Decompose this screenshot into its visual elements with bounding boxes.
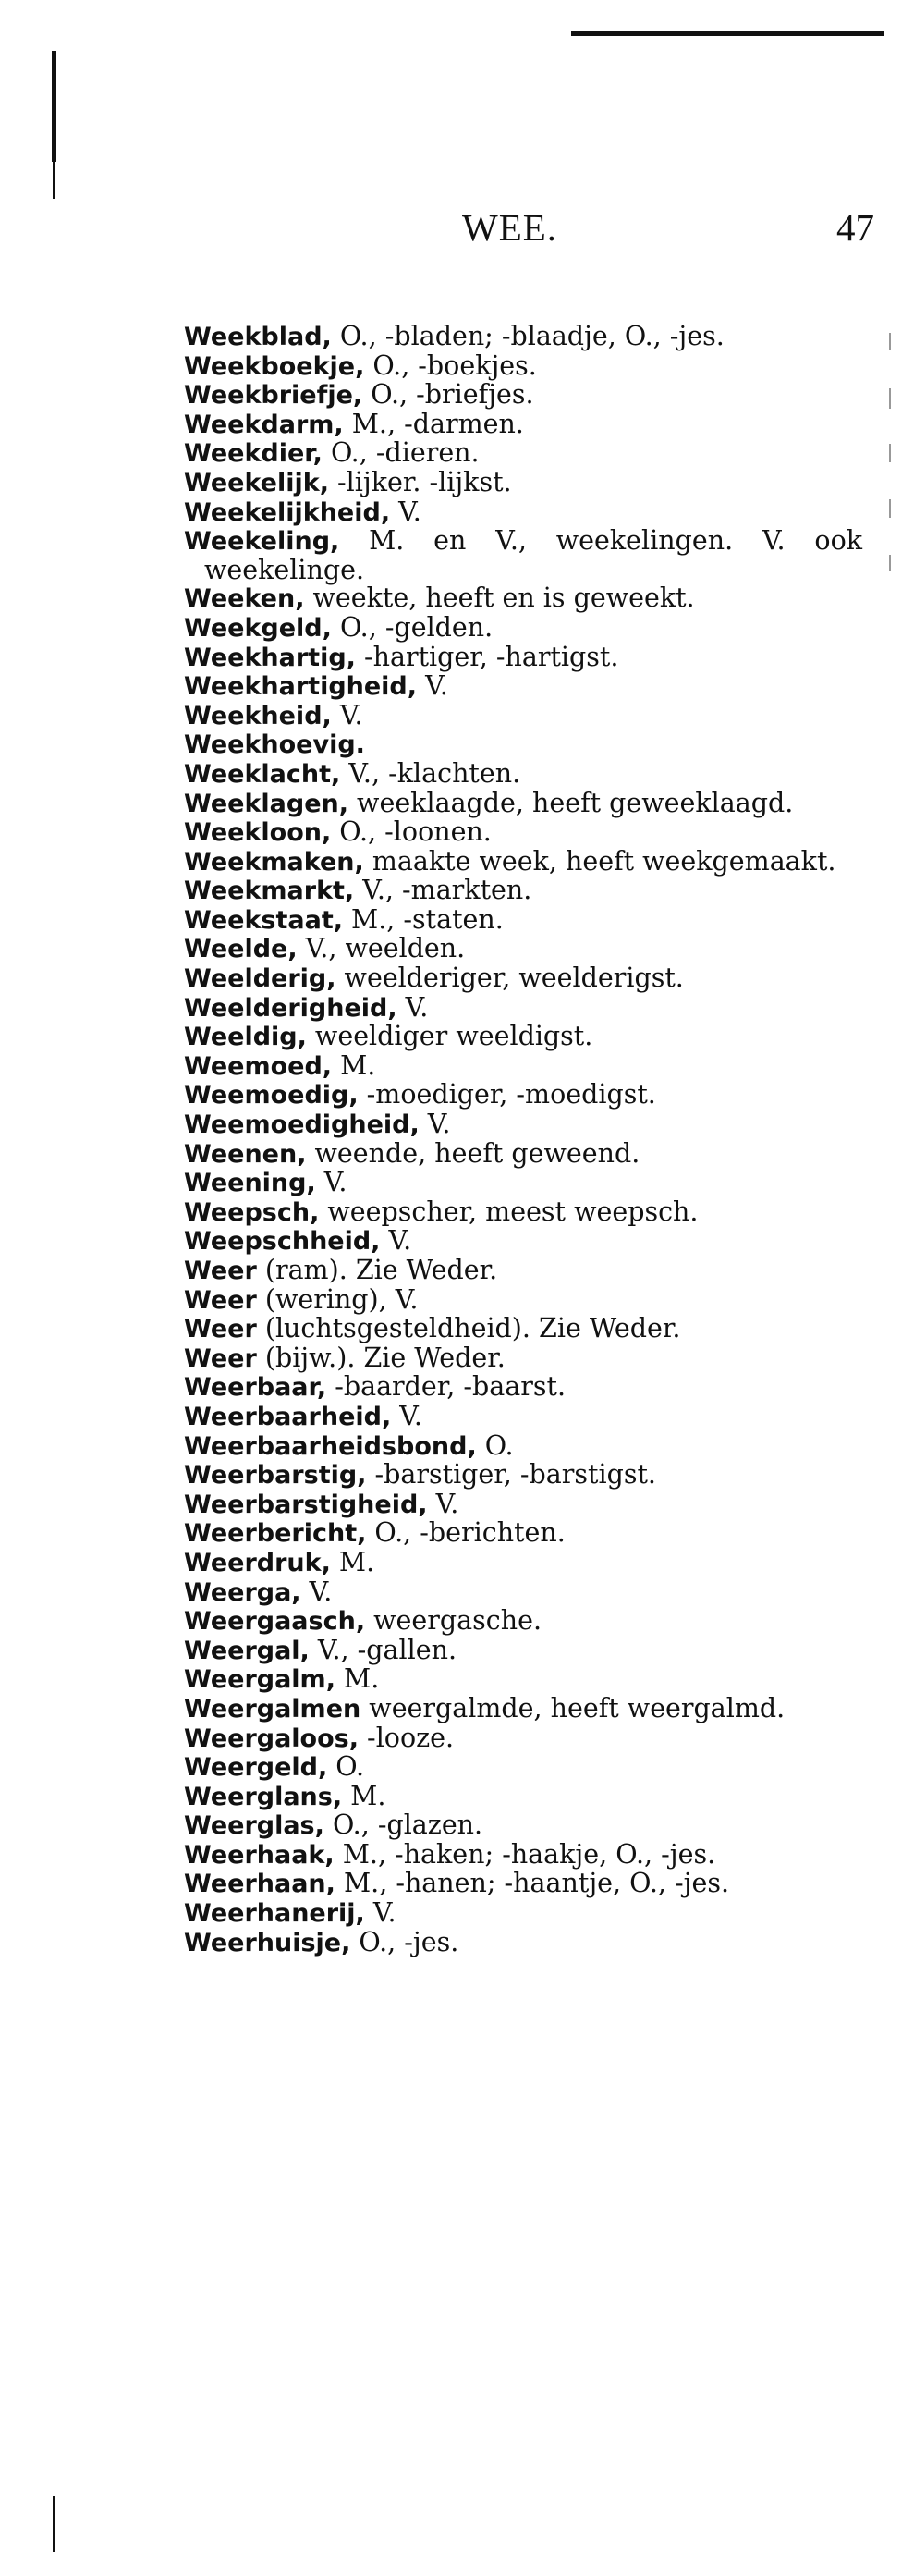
entry-annotation: V. <box>300 1576 333 1607</box>
entry-headword: Weerhaan, <box>184 1870 335 1899</box>
dictionary-entry <box>184 787 862 819</box>
entry-annotation: weepscher, meest weepsch. <box>319 1196 699 1227</box>
dictionary-entry <box>184 1490 862 1520</box>
entry-annotation: V., weelden. <box>297 933 466 964</box>
entry-headword: Weeklacht, <box>184 759 341 789</box>
entry-annotation: (luchtsgesteldheid). Zie Weder. <box>256 1313 681 1344</box>
entry-headword: Weerbericht, <box>184 1519 367 1549</box>
entry-annotation: M. <box>335 1663 380 1695</box>
dictionary-entry <box>184 730 862 760</box>
entry-annotation: V. <box>331 699 363 730</box>
entry-annotation: (ram). Zie Weder. <box>256 1255 498 1285</box>
left-margin-rule <box>52 51 56 162</box>
entry-headword: Weekdier, <box>184 439 323 469</box>
entry-headword: Weekmaken, <box>184 847 364 877</box>
dictionary-entry <box>184 381 862 411</box>
entry-headword: Weerga, <box>184 1577 301 1607</box>
dictionary-entry <box>184 1110 862 1140</box>
entry-headword: Weerhanerij, <box>184 1899 365 1929</box>
dictionary-entry <box>184 699 862 731</box>
entry-headword: Weer <box>184 1315 257 1344</box>
entry-headword: Weergeld, <box>184 1753 328 1783</box>
entry-annotation: -hartiger, -hartigst. <box>355 641 619 672</box>
entry-annotation: V. <box>364 1897 396 1929</box>
dictionary-entry <box>184 611 862 644</box>
entry-headword: Weekgeld, <box>184 613 332 643</box>
entry-annotation: O., -glazen. <box>323 1809 483 1841</box>
entry-annotation: V. <box>419 1109 451 1140</box>
entry-headword: Weekheid, <box>184 701 332 730</box>
entry-annotation: V. <box>391 1400 422 1431</box>
entry-annotation: V., -klachten. <box>340 757 521 789</box>
entry-headword: Weeklagen, <box>184 789 348 818</box>
entry-annotation: -baarder, -baarst. <box>326 1371 567 1403</box>
dictionary-entry <box>184 1838 862 1871</box>
entry-annotation: V. <box>396 991 429 1023</box>
entry-annotation: M. en V., weekelingen. V. ook weekelinge. <box>204 525 862 585</box>
dictionary-entry <box>184 1546 862 1578</box>
dictionary-entry <box>184 1373 862 1403</box>
entry-annotation: V., -gallen. <box>309 1634 457 1665</box>
entry-headword: Weerhuisje, <box>184 1928 351 1957</box>
dictionary-entry <box>184 672 862 702</box>
dictionary-entry <box>184 1283 862 1316</box>
dictionary-entry <box>184 991 862 1024</box>
entry-annotation: O., -gelden. <box>331 611 494 643</box>
entry-headword: Weerbaarheidsbond, <box>184 1431 477 1461</box>
dictionary-entry <box>184 1780 862 1812</box>
entry-headword: Weer <box>184 1257 257 1285</box>
dictionary-entry <box>184 845 862 877</box>
entry-headword: Weening, <box>184 1169 316 1198</box>
dictionary-entry <box>184 1227 862 1257</box>
dictionary-entry <box>184 466 862 498</box>
entry-headword: Weekbriefje, <box>184 381 363 411</box>
entry-headword: Weekstaat, <box>184 905 343 935</box>
dictionary-entry <box>184 1315 862 1344</box>
entry-annotation: V. <box>427 1488 459 1519</box>
margin-mark <box>889 388 891 409</box>
dictionary-entry <box>184 498 862 528</box>
dictionary-entry <box>184 1400 862 1432</box>
dictionary-entry <box>184 1811 862 1841</box>
dictionary-entry <box>184 1023 862 1052</box>
entry-annotation: V. <box>380 1225 412 1257</box>
entry-headword: Weekdarm, <box>184 410 344 439</box>
entry-annotation: M. <box>342 1780 386 1811</box>
entry-headword: Weelderigheid, <box>184 993 397 1023</box>
entry-headword: Weer <box>184 1343 257 1373</box>
dictionary-entry <box>184 1198 862 1228</box>
dictionary-entry <box>184 1870 862 1899</box>
entry-headword: Weekboekje, <box>184 351 365 381</box>
entry-headword: Weerbarstig, <box>184 1461 367 1490</box>
dictionary-entry <box>184 1578 862 1608</box>
dictionary-entry <box>184 408 862 440</box>
entry-annotation: weergalmde, heeft weergalmd. <box>360 1692 786 1723</box>
dictionary-entry <box>184 439 862 469</box>
entry-headword: Weekhartig, <box>184 643 356 672</box>
entry-headword: Weerbaarheid, <box>184 1402 392 1431</box>
dictionary-entry <box>184 1724 862 1754</box>
margin-mark <box>889 333 891 350</box>
entry-annotation: M. <box>330 1546 375 1577</box>
entry-headword: Weerbaar, <box>184 1373 327 1403</box>
entry-annotation: O. <box>476 1429 514 1461</box>
entry-headword: Weepsch, <box>184 1197 320 1227</box>
entry-annotation: O., -dieren. <box>322 437 480 469</box>
dictionary-entry <box>184 903 862 936</box>
dictionary-entry <box>184 1461 862 1490</box>
dictionary-entry <box>184 964 862 994</box>
margin-mark <box>889 555 891 571</box>
entry-annotation: M. <box>332 1049 376 1081</box>
dictionary-entry <box>184 1049 862 1082</box>
dictionary-entry <box>184 1753 862 1783</box>
entry-annotation: O., -berichten. <box>366 1517 566 1549</box>
entry-headword: Weergalmen <box>184 1694 361 1723</box>
entry-annotation: O., -loonen. <box>331 816 492 848</box>
dictionary-entry <box>184 641 862 673</box>
dictionary-entry <box>184 1692 862 1724</box>
dictionary-entry <box>184 1607 862 1637</box>
entry-annotation: (wering), V. <box>256 1283 419 1315</box>
entry-headword: Weeken, <box>184 584 305 614</box>
entry-headword: Weekblad, <box>184 323 332 351</box>
dictionary-entry <box>184 1634 862 1666</box>
entry-headword: Weekelijk, <box>184 468 329 497</box>
entry-annotation: V., -markten. <box>354 875 532 906</box>
dictionary-entry <box>184 1169 862 1198</box>
entry-annotation: weergasche. <box>365 1605 542 1637</box>
entry-headword: Weekhartigheid, <box>184 672 418 702</box>
entry-annotation: O., -bladen; -blaadje, O., -jes. <box>331 321 725 351</box>
entry-headword: Weergaloos, <box>184 1723 359 1753</box>
entry-headword: Weerhaak, <box>184 1840 335 1870</box>
dictionary-entry <box>184 1081 862 1110</box>
dictionary-entry <box>184 1519 862 1549</box>
entry-list <box>184 323 862 1957</box>
entry-headword: Weerglans, <box>184 1782 343 1811</box>
entry-headword: Weenen, <box>184 1139 307 1169</box>
dictionary-entry <box>184 1257 862 1286</box>
entry-headword: Weekelijkheid, <box>184 497 391 527</box>
entry-annotation: M., -darmen. <box>343 408 524 439</box>
entry-headword: Weeldig, <box>184 1023 307 1052</box>
dictionary-entry <box>184 1899 862 1929</box>
top-rule <box>571 31 884 36</box>
page-header <box>0 205 914 261</box>
page-number: 47 <box>836 206 874 249</box>
entry-annotation: -moediger, -moedigst. <box>358 1079 656 1110</box>
entry-annotation: V. <box>417 670 448 702</box>
entry-annotation: O., -briefjes. <box>362 379 534 411</box>
margin-mark <box>889 499 891 518</box>
entry-annotation: weeldiger weeldigst. <box>306 1021 593 1052</box>
entry-headword: Weekloon, <box>184 818 332 848</box>
entry-headword: Weelderig, <box>184 964 336 994</box>
entry-annotation: V. <box>315 1167 347 1198</box>
entry-annotation: -barstiger, -barstigst. <box>366 1459 656 1490</box>
entry-headword: Weerglas, <box>184 1811 324 1841</box>
entry-headword: Weergal, <box>184 1636 310 1665</box>
entry-annotation: O., -jes. <box>350 1926 459 1957</box>
left-margin-rule <box>53 2496 55 2552</box>
dictionary-entry <box>184 935 862 964</box>
running-head: WEE. <box>462 206 558 249</box>
dictionary-entry <box>184 1137 862 1170</box>
dictionary-entry <box>184 1665 862 1695</box>
entry-annotation: maakte week, heeft weekgemaakt. <box>363 845 836 877</box>
entry-annotation: V. <box>390 496 421 527</box>
dictionary-entry <box>184 352 862 382</box>
entry-annotation: weelderiger, weelderigst. <box>335 963 684 994</box>
entry-headword: Weepschheid, <box>184 1227 381 1257</box>
entry-annotation: O., -boekjes. <box>364 350 537 381</box>
dictionary-entry <box>184 877 862 906</box>
entry-annotation: M., -staten. <box>342 903 504 935</box>
entry-headword: Weer <box>184 1285 257 1315</box>
entry-headword: Weerbarstigheid, <box>184 1490 428 1519</box>
dictionary-entry <box>184 584 862 614</box>
dictionary-entry <box>184 1429 862 1462</box>
entry-headword: Weemoedigheid, <box>184 1110 420 1140</box>
entry-headword: Weemoed, <box>184 1051 333 1081</box>
dictionary-entry <box>184 757 862 790</box>
entry-headword: Weekhoevig. <box>184 730 365 760</box>
entry-annotation: -lijker. -lijkst. <box>328 466 512 497</box>
dictionary-entry <box>184 323 862 352</box>
entry-annotation: (bijw.). Zie Weder. <box>256 1342 506 1373</box>
entry-headword: Weelde, <box>184 935 298 964</box>
entry-annotation: weekte, heeft en is geweekt. <box>304 583 695 614</box>
entry-annotation: -looze. <box>359 1722 455 1753</box>
left-margin-rule <box>53 162 55 199</box>
entry-headword: Weergaasch, <box>184 1607 366 1637</box>
entry-annotation: weende, heeft geweend. <box>306 1137 640 1169</box>
dictionary-entry <box>184 527 862 584</box>
entry-annotation: weeklaagde, heeft geweeklaagd. <box>348 787 794 818</box>
dictionary-entry <box>184 1344 862 1374</box>
dictionary-entry <box>184 1926 862 1958</box>
entry-headword: Weekeling, <box>184 527 340 557</box>
margin-mark <box>889 444 891 462</box>
entry-headword: Weekmarkt, <box>184 877 355 906</box>
entry-annotation: M., -hanen; -haantje, O., -jes. <box>335 1868 730 1899</box>
entry-headword: Weemoedig, <box>184 1081 359 1110</box>
entry-annotation: M., -haken; -haakje, O., -jes. <box>334 1838 716 1870</box>
entry-headword: Weerdruk, <box>184 1548 331 1577</box>
dictionary-entry <box>184 818 862 848</box>
entry-headword: Weergalm, <box>184 1665 335 1695</box>
entry-annotation: O. <box>327 1751 365 1783</box>
